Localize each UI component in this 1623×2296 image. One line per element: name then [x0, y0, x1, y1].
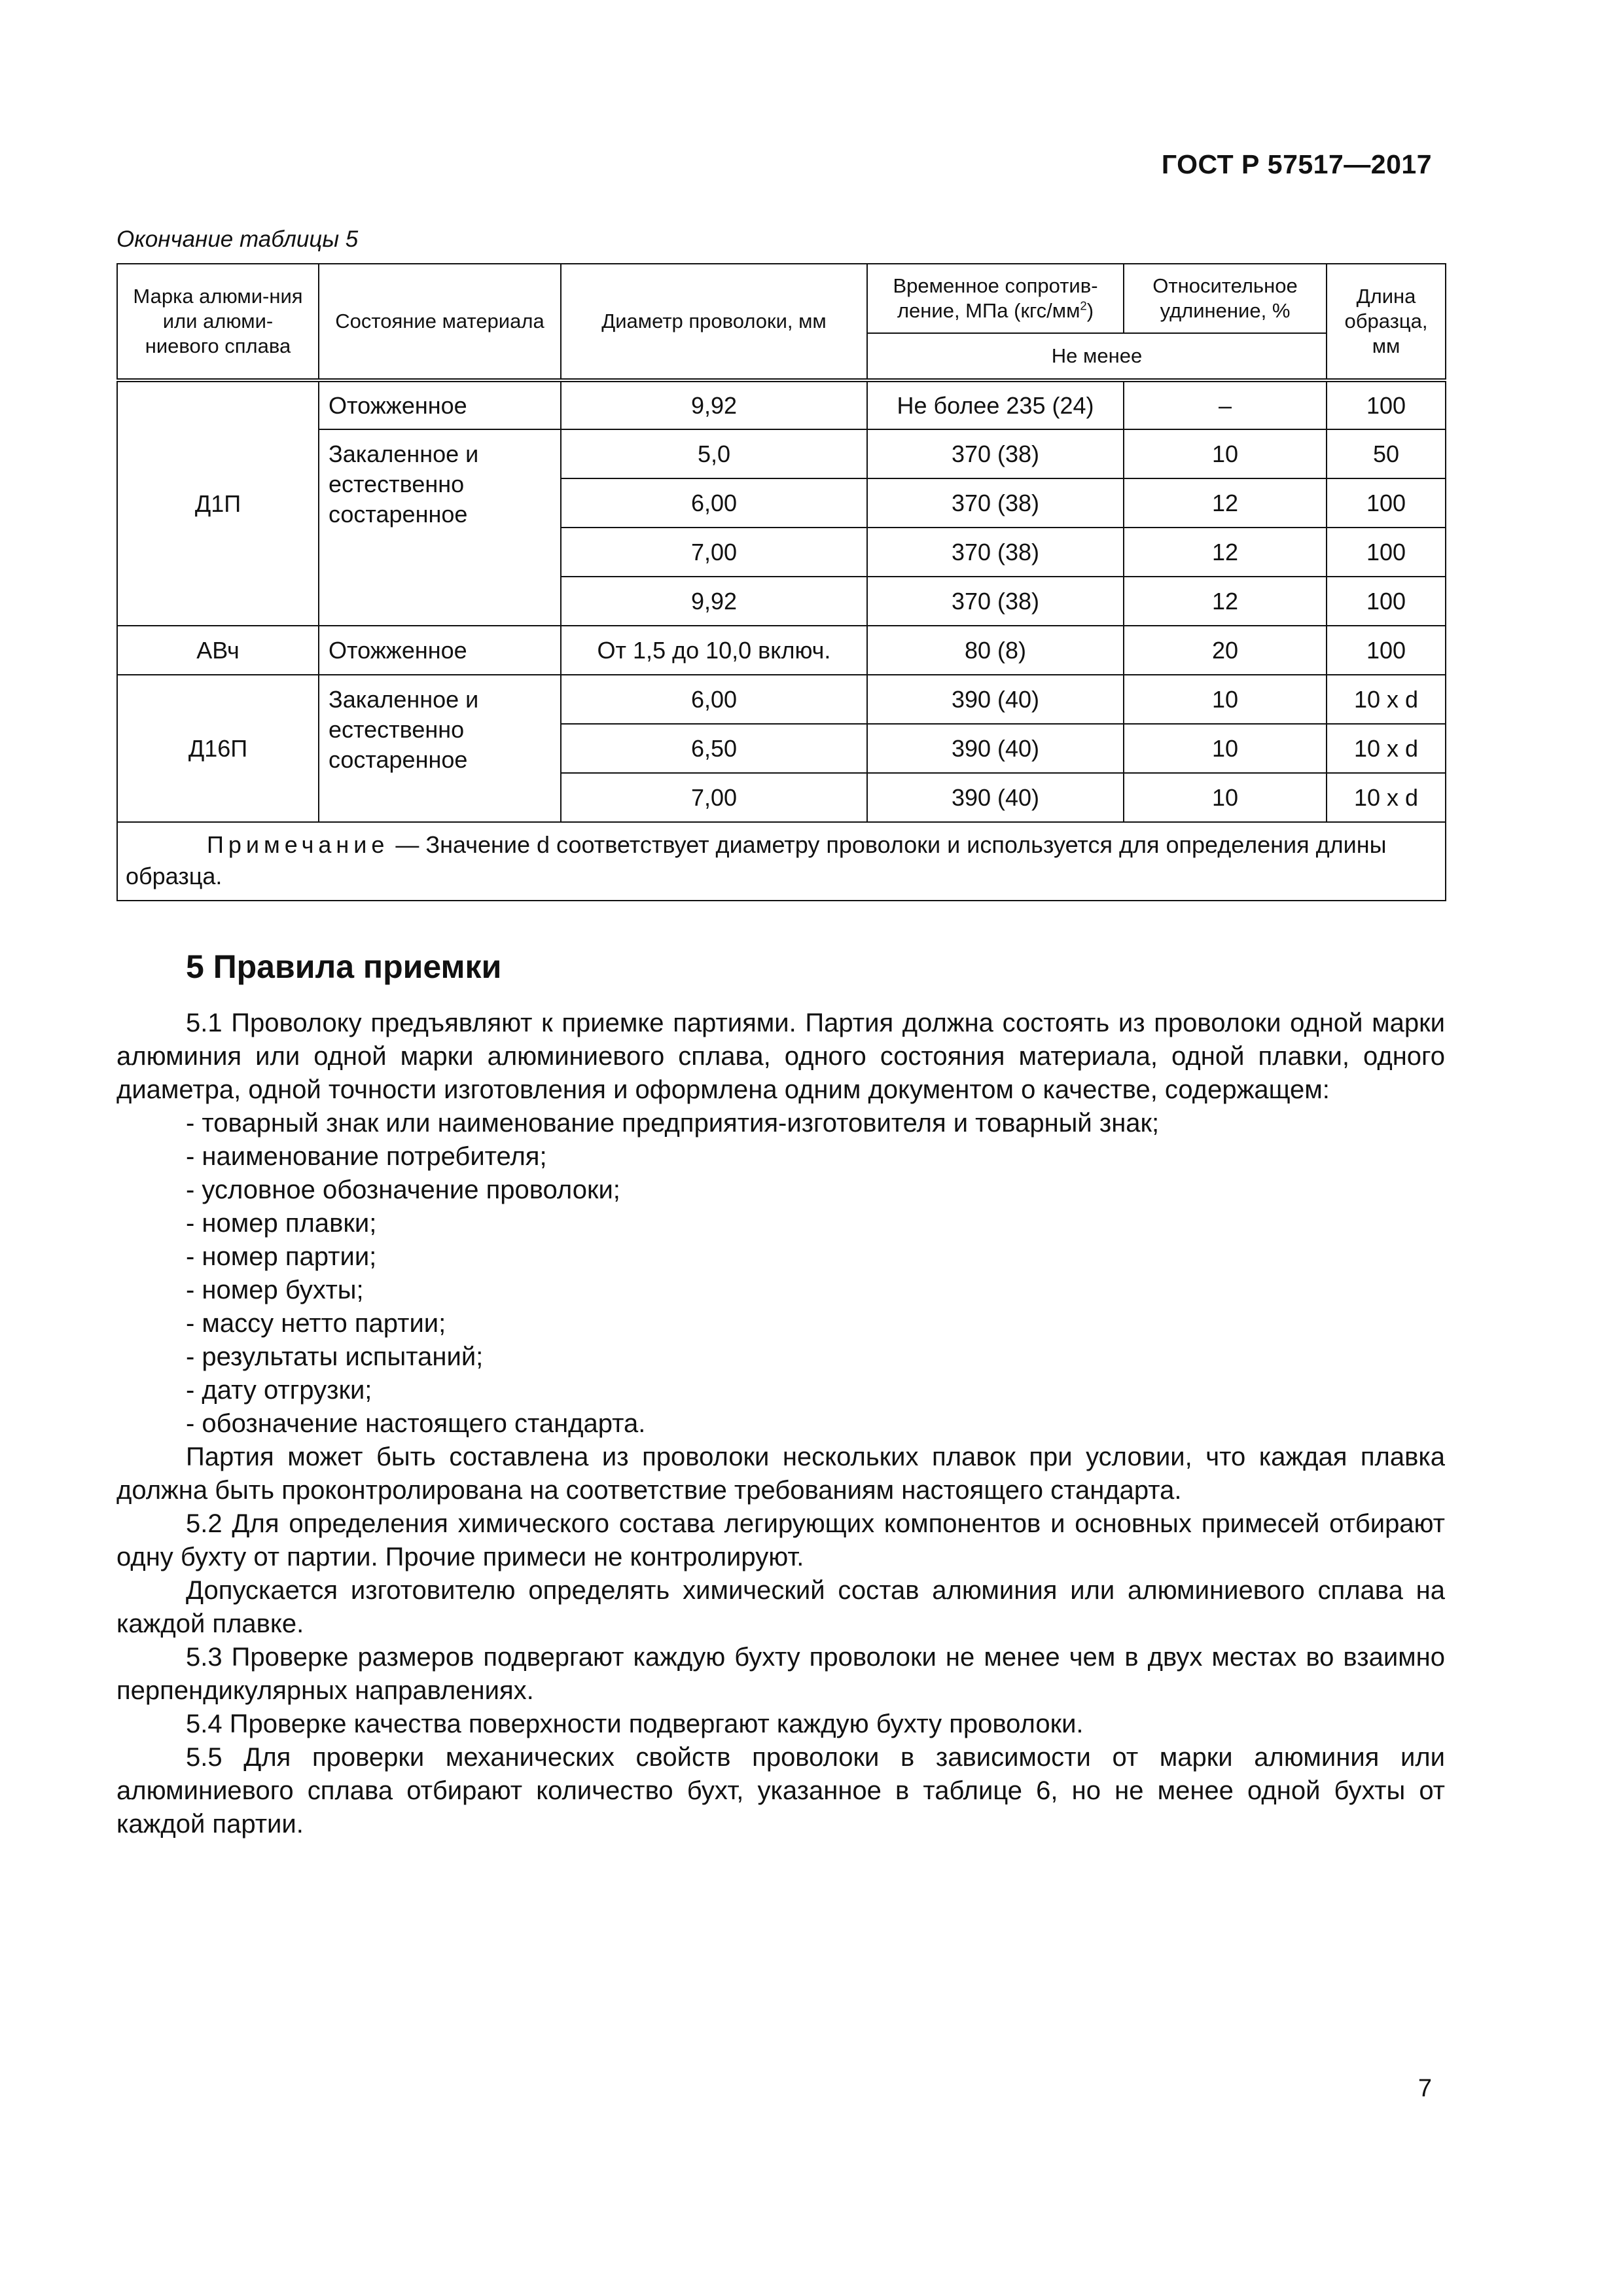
paragraph-5-2: 5.2 Для определения химического состава легирующих компонентов и основных примесей отбирают одну бухту от партии. Прочие примеси не контролируют. — [116, 1509, 1445, 1571]
note-label: Примечание — [207, 831, 389, 858]
header-strength-text: Временное сопротив-ление, МПа (кгс/мм — [893, 274, 1098, 322]
paragraph-5-4: 5.4 Проверке качества поверхности подвергают каждую бухту проволоки. — [186, 1710, 1084, 1738]
table-row — [117, 675, 1446, 724]
cell-strength: Не более 235 (24) — [867, 380, 1124, 429]
cell-strength: 80 (8) — [867, 626, 1124, 675]
cell-length: 100 — [1327, 626, 1446, 675]
cell-grade: Д1П — [117, 380, 319, 626]
cell-diameter: 6,50 — [561, 724, 867, 773]
cell-strength: 370 (38) — [867, 528, 1124, 577]
list-item: - номер плавки; — [186, 1209, 377, 1238]
table-row — [117, 626, 1446, 675]
paragraph-5-1: 5.1 Проволоку предъявляют к приемке партиями. Партия должна состоять из проволоки одной марки алюминия или одной марки алюминиевого сплава, одного состояния материала, одной плавки, одного диаметра, одной точности изготовления и оформлена одним документом о качестве, содержащем: — [116, 1009, 1445, 1104]
list-item: - массу нетто партии; — [186, 1309, 446, 1338]
cell-elongation: 12 — [1124, 528, 1327, 577]
document-code: ГОСТ Р 57517—2017 — [1161, 149, 1432, 179]
cell-length: 100 — [1327, 528, 1446, 577]
cell-diameter: 9,92 — [561, 380, 867, 429]
cell-diameter: 6,00 — [561, 478, 867, 528]
cell-elongation: 10 — [1124, 724, 1327, 773]
cell-length: 10 x d — [1327, 773, 1446, 822]
list-item: - товарный знак или наименование предприятия-изготовителя и товарный знак; — [186, 1109, 1160, 1138]
header-strength-close: ) — [1086, 299, 1094, 322]
cell-strength: 390 (40) — [867, 675, 1124, 724]
header-strength — [867, 264, 1124, 333]
cell-strength: 390 (40) — [867, 724, 1124, 773]
header-grade: Марка алюми-ния или алюми-ниевого сплава — [117, 264, 319, 380]
cell-strength: 390 (40) — [867, 773, 1124, 822]
cell-strength: 370 (38) — [867, 478, 1124, 528]
properties-table — [116, 263, 1446, 901]
cell-diameter: От 1,5 до 10,0 включ. — [561, 626, 867, 675]
cell-elongation: 10 — [1124, 773, 1327, 822]
list-item: - результаты испытаний; — [186, 1342, 484, 1371]
table-caption: Окончание таблицы 5 — [116, 226, 359, 252]
cell-length: 100 — [1327, 577, 1446, 626]
list-item: - обозначение настоящего стандарта. — [186, 1409, 646, 1438]
list-item: - дату отгрузки; — [186, 1376, 372, 1405]
cell-grade: Д16П — [117, 675, 319, 822]
header-min: Не менее — [867, 333, 1327, 380]
cell-state: Закаленное и естественно состаренное — [319, 429, 561, 626]
cell-elongation: 20 — [1124, 626, 1327, 675]
paragraph-5-3: 5.3 Проверке размеров подвергают каждую бухту проволоки не менее чем в двух местах во взаимно перпендикулярных направлениях. — [116, 1643, 1445, 1705]
cell-length: 100 — [1327, 380, 1446, 429]
cell-elongation: 10 — [1124, 675, 1327, 724]
cell-elongation: 10 — [1124, 429, 1327, 478]
header-state: Состояние материала — [319, 264, 561, 380]
cell-diameter: 7,00 — [561, 773, 867, 822]
cell-strength: 370 (38) — [867, 429, 1124, 478]
cell-length: 10 x d — [1327, 675, 1446, 724]
cell-length: 100 — [1327, 478, 1446, 528]
bullet-list — [116, 1107, 1445, 1441]
paragraph-batch: Партия может быть составлена из проволоки нескольких плавок при условии, что каждая плавка должна быть проконтролирована на соответствие требованиям настоящего стандарта. — [116, 1443, 1445, 1505]
note-text: — Значение d соответствует диаметру проволоки и используется для определения длины образца. — [126, 831, 1387, 889]
header-diameter: Диаметр проволоки, мм — [561, 264, 867, 380]
list-item: - условное обозначение проволоки; — [186, 1175, 620, 1204]
page-number: 7 — [1418, 2075, 1432, 2102]
header-length: Длина образца, мм — [1327, 264, 1446, 380]
cell-diameter: 7,00 — [561, 528, 867, 577]
paragraph-5-5: 5.5 Для проверки механических свойств проволоки в зависимости от марки алюминия или алюминиевого сплава отбирают количество бухт, указанное в таблице 6, но не менее одной бухты от каждой партии. — [116, 1743, 1445, 1839]
table-row — [117, 380, 1446, 429]
cell-diameter: 5,0 — [561, 429, 867, 478]
cell-state: Отожженное — [319, 626, 561, 675]
cell-length: 10 x d — [1327, 724, 1446, 773]
cell-elongation: 12 — [1124, 577, 1327, 626]
cell-diameter: 9,92 — [561, 577, 867, 626]
header-elongation: Относительное удлинение, % — [1124, 264, 1327, 333]
cell-grade: АВч — [117, 626, 319, 675]
list-item: - номер бухты; — [186, 1276, 364, 1304]
cell-strength: 370 (38) — [867, 577, 1124, 626]
list-item: - наименование потребителя; — [186, 1142, 547, 1171]
cell-state: Закаленное и естественно состаренное — [319, 675, 561, 822]
section-title: 5 Правила приемки — [186, 948, 502, 985]
cell-elongation: 12 — [1124, 478, 1327, 528]
section-body — [116, 1007, 1445, 1841]
cell-elongation: – — [1124, 380, 1327, 429]
cell-length: 50 — [1327, 429, 1446, 478]
header-strength-sup: 2 — [1080, 298, 1087, 313]
paragraph-allowed: Допускается изготовителю определять химический состав алюминия или алюминиевого сплава на каждой плавке. — [116, 1576, 1445, 1638]
cell-diameter: 6,00 — [561, 675, 867, 724]
table-note — [117, 822, 1446, 901]
list-item: - номер партии; — [186, 1242, 377, 1271]
cell-state: Отожженное — [319, 380, 561, 429]
